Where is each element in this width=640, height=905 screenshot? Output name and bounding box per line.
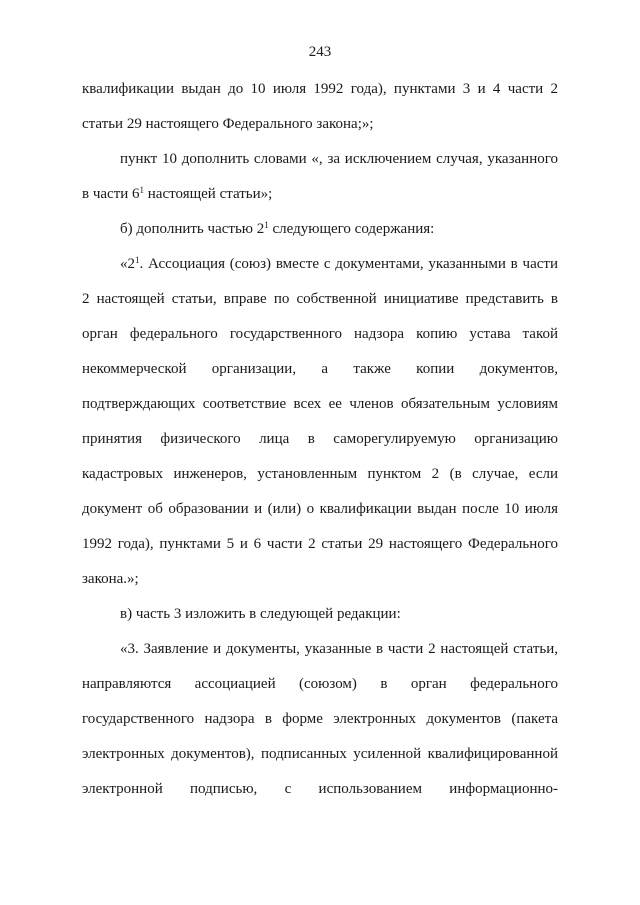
text-line: электронных документов), подписанных усиленной квалифицированной <box>82 746 558 762</box>
text-line: квалификации выдан до 10 июля 1992 года), пунктами 3 и 4 части 2 <box>82 81 558 97</box>
text-line <box>120 255 558 273</box>
text-line: электронной подписью, с использованием информационно- <box>82 781 558 797</box>
text-line <box>82 185 558 203</box>
text-line: 2 настоящей статьи, вправе по собственной инициативе представить в <box>82 291 558 307</box>
text-line: кадастровых инженеров, установленным пунктом 2 (в случае, если <box>82 466 558 482</box>
text-segment: настоящей статьи»; <box>144 186 273 202</box>
text-segment: б) дополнить частью 2 <box>120 221 265 237</box>
text-line: закона.»; <box>82 571 139 587</box>
text-line: подтверждающих соответствие всех ее членов обязательным условиям <box>82 396 558 412</box>
text-line: в) часть 3 изложить в следующей редакции: <box>120 606 401 622</box>
text-line: орган федерального государственного надзора копию устава такой <box>82 326 558 342</box>
text-line: государственного надзора в форме электронных документов (пакета <box>82 711 558 727</box>
text-line: пункт 10 дополнить словами «, за исключением случая, указанного <box>120 151 558 167</box>
text-line: статьи 29 настоящего Федерального закона;»; <box>82 116 374 132</box>
text-segment: . Ассоциация (союз) вместе с документами, указанными в части <box>139 256 558 272</box>
text-line: направляются ассоциацией (союзом) в орган федерального <box>82 676 558 692</box>
page-number: 243 <box>308 44 332 60</box>
superscript: 1 <box>264 220 269 230</box>
superscript: 1 <box>139 185 145 195</box>
text-line: документ об образовании и (или) о квалификации выдан после 10 июля <box>82 501 558 517</box>
text-line: принятия физического лица в саморегулируемую организацию <box>82 431 558 447</box>
text-line: «3. Заявление и документы, указанные в части 2 настоящей статьи, <box>120 641 558 657</box>
text-line: 1992 года), пунктами 5 и 6 части 2 статьи 29 настоящего Федерального <box>82 536 558 552</box>
text-segment: в части 6 <box>82 186 140 202</box>
superscript: 1 <box>135 255 140 265</box>
text-segment: «2 <box>120 256 135 272</box>
text-line <box>120 220 558 238</box>
text-segment: следующего содержания: <box>268 221 435 237</box>
text-line: некоммерческой организации, а также копии документов, <box>82 361 558 377</box>
